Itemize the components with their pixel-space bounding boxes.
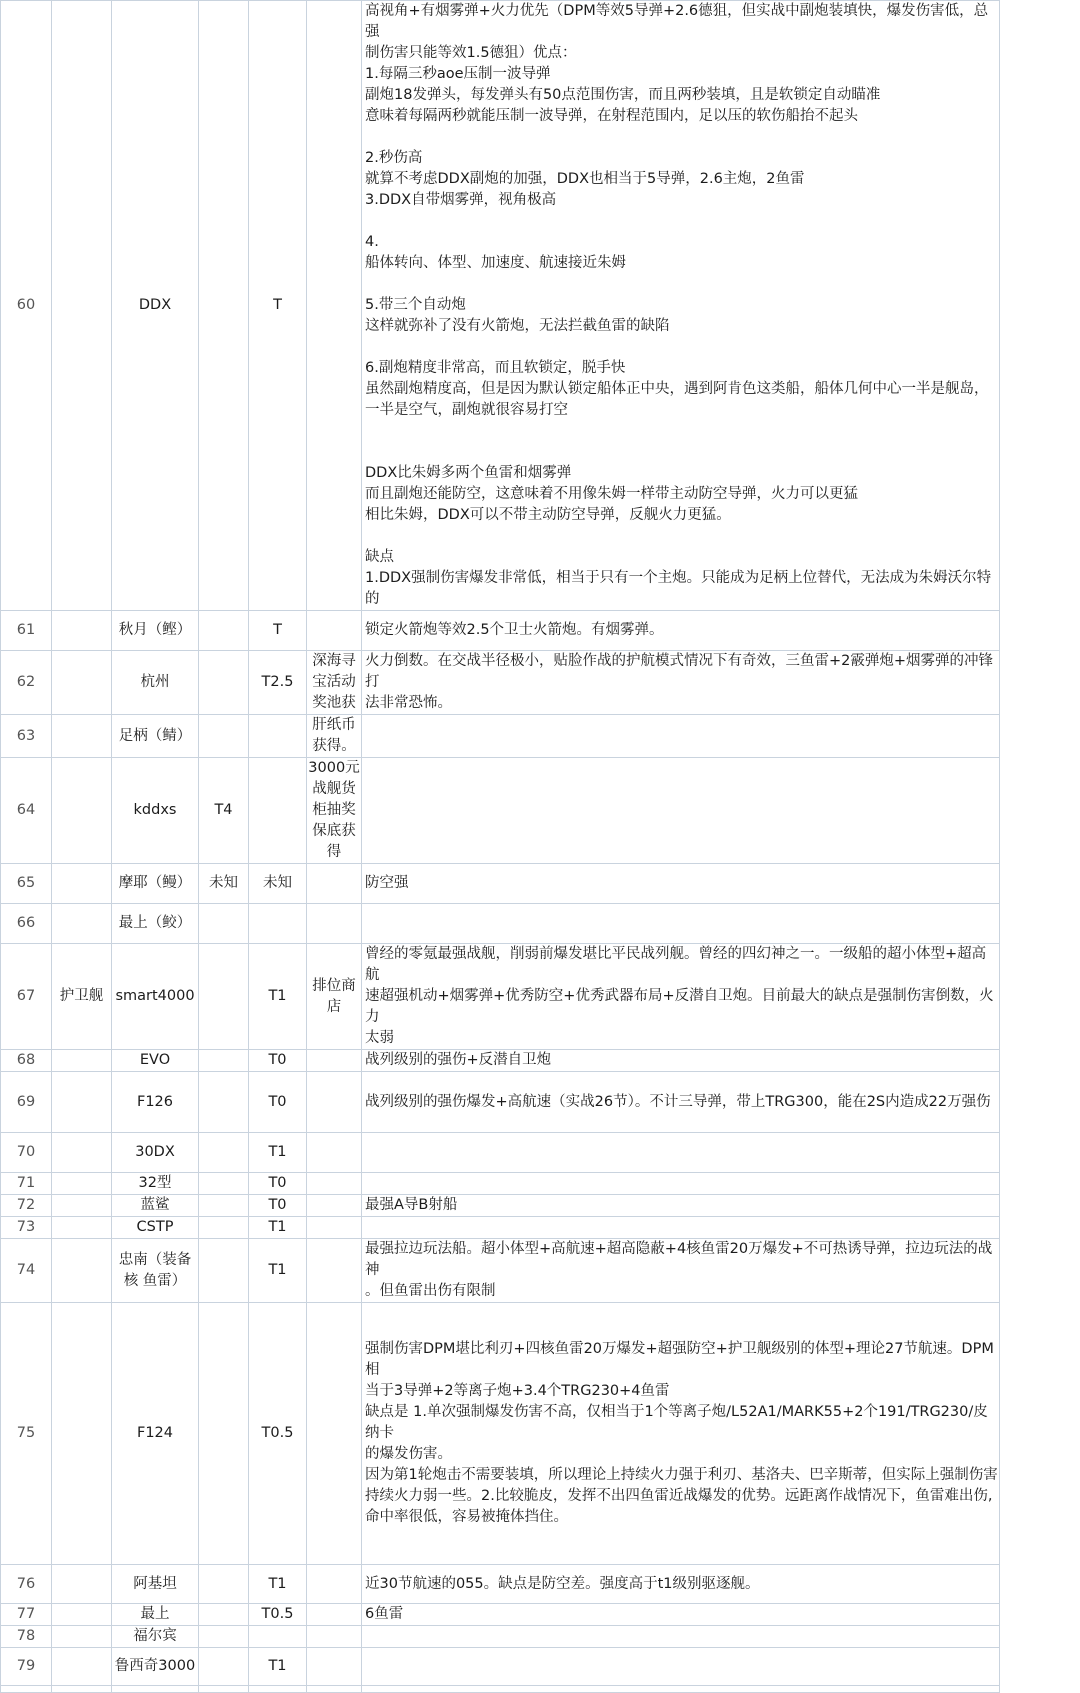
ship-class-cell[interactable] <box>52 1 112 611</box>
row-number-cell[interactable]: 79 <box>1 1648 52 1686</box>
tier-b-cell[interactable]: T2.5 <box>249 651 307 715</box>
row-number-cell[interactable]: 69 <box>1 1072 52 1133</box>
tier-b-cell[interactable]: T0 <box>249 1072 307 1133</box>
row-number-cell[interactable]: 63 <box>1 715 52 758</box>
note-cell[interactable] <box>362 715 1000 758</box>
note-cell[interactable]: 曾经的零氪最强战舰，削弱前爆发堪比平民战列舰。曾经的四幻神之一。一级船的超小体型+超高航 速超强机动+烟雾弹+优秀防空+优秀武器布局+反潜自卫炮。目前最大的缺点是强制伤害倒数，火力 太弱 <box>362 944 1000 1050</box>
row-number-cell[interactable]: 61 <box>1 611 52 651</box>
tier-b-cell[interactable]: T0 <box>249 1195 307 1217</box>
table-row <box>1 1604 1000 1626</box>
source-cell[interactable] <box>307 1173 362 1195</box>
ship-name-cell[interactable]: EVO <box>112 1050 199 1072</box>
source-cell[interactable] <box>307 1686 362 1693</box>
ship-class-cell[interactable] <box>52 1686 112 1693</box>
tier-a-cell[interactable] <box>199 1050 249 1072</box>
tier-b-cell[interactable]: T1 <box>249 1565 307 1604</box>
tier-b-cell[interactable]: T1 <box>249 1217 307 1239</box>
table-row <box>1 904 1000 944</box>
table-row <box>1 1626 1000 1648</box>
tier-b-cell[interactable]: T0 <box>249 1173 307 1195</box>
source-cell[interactable] <box>307 1072 362 1133</box>
ship-class-cell[interactable] <box>52 1217 112 1239</box>
tier-b-cell[interactable] <box>249 1626 307 1648</box>
ship-class-cell[interactable] <box>52 1173 112 1195</box>
tier-a-cell[interactable] <box>199 651 249 715</box>
tier-a-cell[interactable] <box>199 1303 249 1565</box>
note-cell[interactable] <box>362 1173 1000 1195</box>
row-number-cell[interactable]: 62 <box>1 651 52 715</box>
note-cell[interactable]: 火力倒数。在交战半径极小，贴脸作战的护航模式情况下有奇效，三鱼雷+2霰弹炮+烟雾弹的冲锋打 法非常恐怖。 <box>362 651 1000 715</box>
source-cell[interactable] <box>307 1 362 611</box>
ship-name-cell[interactable]: 忠南（装备核 鱼雷） <box>112 1239 199 1303</box>
source-cell[interactable]: 3000元 战舰货 柜抽奖 保底获 得 <box>307 758 362 864</box>
tier-b-cell[interactable] <box>249 1686 307 1693</box>
note-cell[interactable]: 强制伤害DPM堪比利刃+四核鱼雷20万爆发+超强防空+护卫舰级别的体型+理论27节航速。DPM相 当于3导弹+2等离子炮+3.4个TRG230+4鱼雷 缺点是 1.单次强制爆发伤害不高，仅相当于1个等离子炮/L52A1/MARK55+2个191/TRG230/皮纳卡 的爆发伤害。 因为第1轮炮击不需要装填，所以理论上持续火力强于利刃、基洛夫、巴辛斯蒂，但实际上强制伤害 持续火力弱一些。2.比较脆皮，发挥不出四鱼雷近战爆发的优势。远距离作战情况下，鱼雷难出伤, 命中率很低，容易被掩体挡住。 <box>362 1303 1000 1565</box>
table-row <box>1 715 1000 758</box>
tier-a-cell[interactable] <box>199 1072 249 1133</box>
tier-b-cell[interactable]: T0.5 <box>249 1303 307 1565</box>
tier-b-cell[interactable]: T0 <box>249 1050 307 1072</box>
ship-name-cell[interactable]: 32型 <box>112 1173 199 1195</box>
row-number-cell[interactable]: 74 <box>1 1239 52 1303</box>
ship-name-cell[interactable]: F126 <box>112 1072 199 1133</box>
source-cell[interactable] <box>307 1565 362 1604</box>
tier-a-cell[interactable] <box>199 1133 249 1173</box>
row-number-cell[interactable]: 68 <box>1 1050 52 1072</box>
ship-class-cell[interactable] <box>52 1626 112 1648</box>
ship-class-cell[interactable] <box>52 1303 112 1565</box>
source-cell[interactable] <box>307 1626 362 1648</box>
note-cell[interactable] <box>362 1626 1000 1648</box>
tier-a-cell[interactable] <box>199 1239 249 1303</box>
ship-name-cell[interactable]: 30DX <box>112 1133 199 1173</box>
tier-a-cell[interactable]: 未知 <box>199 864 249 904</box>
row-number-cell[interactable]: 78 <box>1 1626 52 1648</box>
row-number-cell[interactable]: 64 <box>1 758 52 864</box>
source-cell[interactable] <box>307 1217 362 1239</box>
ship-name-cell[interactable]: 杭州 <box>112 651 199 715</box>
tier-a-cell[interactable] <box>199 1565 249 1604</box>
note-cell[interactable]: 锁定火箭炮等效2.5个卫士火箭炮。有烟雾弹。 <box>362 611 1000 651</box>
ship-name-cell[interactable]: smart4000 <box>112 944 199 1050</box>
ship-name-cell[interactable]: 最上（鲛） <box>112 904 199 944</box>
ship-name-cell[interactable]: 福尔宾 <box>112 1626 199 1648</box>
row-number-cell[interactable]: 70 <box>1 1133 52 1173</box>
note-cell[interactable]: 战列级别的强伤爆发+高航速（实战26节）。不计三导弹，带上TRG300，能在2S内造成22万强伤 <box>362 1072 1000 1133</box>
tier-b-cell[interactable] <box>249 904 307 944</box>
ship-name-cell[interactable]: 秋月（鲣） <box>112 611 199 651</box>
row-number-cell[interactable]: 77 <box>1 1604 52 1626</box>
ship-class-cell[interactable] <box>52 1565 112 1604</box>
tier-a-cell[interactable] <box>199 1 249 611</box>
tier-a-cell[interactable] <box>199 1626 249 1648</box>
tier-b-cell[interactable] <box>249 715 307 758</box>
table-row <box>1 1072 1000 1133</box>
tier-a-cell[interactable] <box>199 1686 249 1693</box>
ship-class-cell[interactable] <box>52 1195 112 1217</box>
ship-class-cell[interactable] <box>52 1133 112 1173</box>
ship-name-cell[interactable] <box>112 1686 199 1693</box>
table-row <box>1 1565 1000 1604</box>
note-cell[interactable]: 最强A导B射船 <box>362 1195 1000 1217</box>
table-row <box>1 1217 1000 1239</box>
row-number-cell[interactable]: 60 <box>1 1 52 611</box>
tier-b-cell[interactable]: T0.5 <box>249 1604 307 1626</box>
ship-class-cell[interactable] <box>52 611 112 651</box>
note-cell[interactable] <box>362 1133 1000 1173</box>
note-cell[interactable]: 近30节航速的055。缺点是防空差。强度高于t1级别驱逐舰。 <box>362 1565 1000 1604</box>
tier-b-cell[interactable]: T1 <box>249 1133 307 1173</box>
ship-class-cell[interactable] <box>52 651 112 715</box>
table-row <box>1 1195 1000 1217</box>
table-row <box>1 1050 1000 1072</box>
tier-b-cell[interactable]: T <box>249 611 307 651</box>
row-number-cell[interactable] <box>1 1686 52 1693</box>
source-cell[interactable]: 深海寻 宝活动 奖池获 <box>307 651 362 715</box>
row-number-cell[interactable]: 72 <box>1 1195 52 1217</box>
tier-a-cell[interactable] <box>199 611 249 651</box>
ship-name-cell[interactable]: 阿基坦 <box>112 1565 199 1604</box>
tier-b-cell[interactable]: 未知 <box>249 864 307 904</box>
source-cell[interactable]: 肝纸币 获得。 <box>307 715 362 758</box>
note-cell[interactable]: 最强拉边玩法船。超小体型+高航速+超高隐蔽+4核鱼雷20万爆发+不可热诱导弹，拉边玩法的战神 。但鱼雷出伤有限制 <box>362 1239 1000 1303</box>
ship-name-cell[interactable]: F124 <box>112 1303 199 1565</box>
row-number-cell[interactable]: 67 <box>1 944 52 1050</box>
note-cell[interactable] <box>362 758 1000 864</box>
ship-class-cell[interactable] <box>52 715 112 758</box>
note-cell[interactable]: 防空强 <box>362 864 1000 904</box>
ship-class-cell[interactable] <box>52 758 112 864</box>
table-row <box>1 864 1000 904</box>
tier-a-cell[interactable] <box>199 715 249 758</box>
row-number-cell[interactable]: 66 <box>1 904 52 944</box>
source-cell[interactable] <box>307 1195 362 1217</box>
source-cell[interactable] <box>307 1303 362 1565</box>
source-cell[interactable] <box>307 904 362 944</box>
ship-name-cell[interactable]: DDX <box>112 1 199 611</box>
ship-class-cell[interactable] <box>52 1050 112 1072</box>
ship-class-cell[interactable] <box>52 864 112 904</box>
note-cell[interactable]: 6鱼雷 <box>362 1604 1000 1626</box>
ship-class-cell[interactable]: 护卫舰 <box>52 944 112 1050</box>
note-cell[interactable] <box>362 904 1000 944</box>
ship-name-cell[interactable]: kddxs <box>112 758 199 864</box>
tier-b-cell[interactable]: T1 <box>249 1239 307 1303</box>
source-cell[interactable] <box>307 1133 362 1173</box>
ship-class-cell[interactable] <box>52 1604 112 1626</box>
table-row <box>1 1686 1000 1693</box>
ship-name-cell[interactable]: CSTP <box>112 1217 199 1239</box>
table-row <box>1 1133 1000 1173</box>
tier-b-cell[interactable]: T1 <box>249 944 307 1050</box>
note-cell[interactable]: 战列级别的强伤+反潜自卫炮 <box>362 1050 1000 1072</box>
ship-name-cell[interactable]: 足柄（鲭） <box>112 715 199 758</box>
tier-a-cell[interactable] <box>199 1173 249 1195</box>
source-cell[interactable]: 排位商 店 <box>307 944 362 1050</box>
table-row <box>1 611 1000 651</box>
note-cell[interactable]: 高视角+有烟雾弹+火力优先（DPM等效5导弹+2.6德狙，但实战中副炮装填快，爆发伤害低，总强 制伤害只能等效1.5德狙）优点： 1.每隔三秒aoe压制一波导弹 副炮18发弹头，每发弹头有50点范围伤害，而且两秒装填，且是软锁定自动瞄准 意味着每隔两秒就能压制一波导弹，在射程范围内，足以压的软伤船抬不起头 2.秒伤高 就算不考虑DDX副炮的加强，DDX也相当于5导弹，2.6主炮，2鱼雷 3.DDX自带烟雾弹，视角极高 4. 船体转向、体型、加速度、航速接近朱姆 5.带三个自动炮 这样就弥补了没有火箭炮，无法拦截鱼雷的缺陷 6.副炮精度非常高，而且软锁定，脱手快 虽然副炮精度高，但是因为默认锁定船体正中央，遇到阿肯色这类船，船体几何中心一半是舰岛， 一半是空气，副炮就很容易打空 DDX比朱姆多两个鱼雷和烟雾弹 而且副炮还能防空，这意味着不用像朱姆一样带主动防空导弹，火力可以更猛 相比朱姆，DDX可以不带主动防空导弹，反舰火力更猛。 缺点 1.DDX强制伤害爆发非常低，相当于只有一个主炮。只能成为足柄上位替代，无法成为朱姆沃尔特的 <box>362 1 1000 611</box>
ship-name-cell[interactable]: 鲁西奇3000 <box>112 1648 199 1686</box>
table-body <box>1 1 1000 1693</box>
row-number-cell[interactable]: 65 <box>1 864 52 904</box>
source-cell[interactable] <box>307 1050 362 1072</box>
ship-name-cell[interactable]: 蓝鲨 <box>112 1195 199 1217</box>
source-cell[interactable] <box>307 1239 362 1303</box>
table-row <box>1 1303 1000 1565</box>
ship-name-cell[interactable]: 最上 <box>112 1604 199 1626</box>
ship-class-cell[interactable] <box>52 1072 112 1133</box>
table-row <box>1 758 1000 864</box>
ship-class-cell[interactable] <box>52 904 112 944</box>
table-row <box>1 1239 1000 1303</box>
tier-a-cell[interactable] <box>199 1217 249 1239</box>
ship-class-cell[interactable] <box>52 1239 112 1303</box>
tier-a-cell[interactable] <box>199 1604 249 1626</box>
row-number-cell[interactable]: 73 <box>1 1217 52 1239</box>
table-row <box>1 1 1000 611</box>
tier-a-cell[interactable] <box>199 904 249 944</box>
row-number-cell[interactable]: 75 <box>1 1303 52 1565</box>
tier-a-cell[interactable] <box>199 1195 249 1217</box>
table-row <box>1 944 1000 1050</box>
note-cell[interactable] <box>362 1686 1000 1693</box>
source-cell[interactable] <box>307 864 362 904</box>
source-cell[interactable] <box>307 611 362 651</box>
table-row <box>1 651 1000 715</box>
note-cell[interactable] <box>362 1217 1000 1239</box>
table-row <box>1 1173 1000 1195</box>
tier-a-cell[interactable]: T4 <box>199 758 249 864</box>
row-number-cell[interactable]: 71 <box>1 1173 52 1195</box>
row-number-cell[interactable]: 76 <box>1 1565 52 1604</box>
ship-name-cell[interactable]: 摩耶（鳗） <box>112 864 199 904</box>
tier-b-cell[interactable] <box>249 758 307 864</box>
source-cell[interactable] <box>307 1604 362 1626</box>
tier-a-cell[interactable] <box>199 944 249 1050</box>
tier-b-cell[interactable]: T <box>249 1 307 611</box>
tier-b-cell[interactable]: T1 <box>249 1648 307 1686</box>
